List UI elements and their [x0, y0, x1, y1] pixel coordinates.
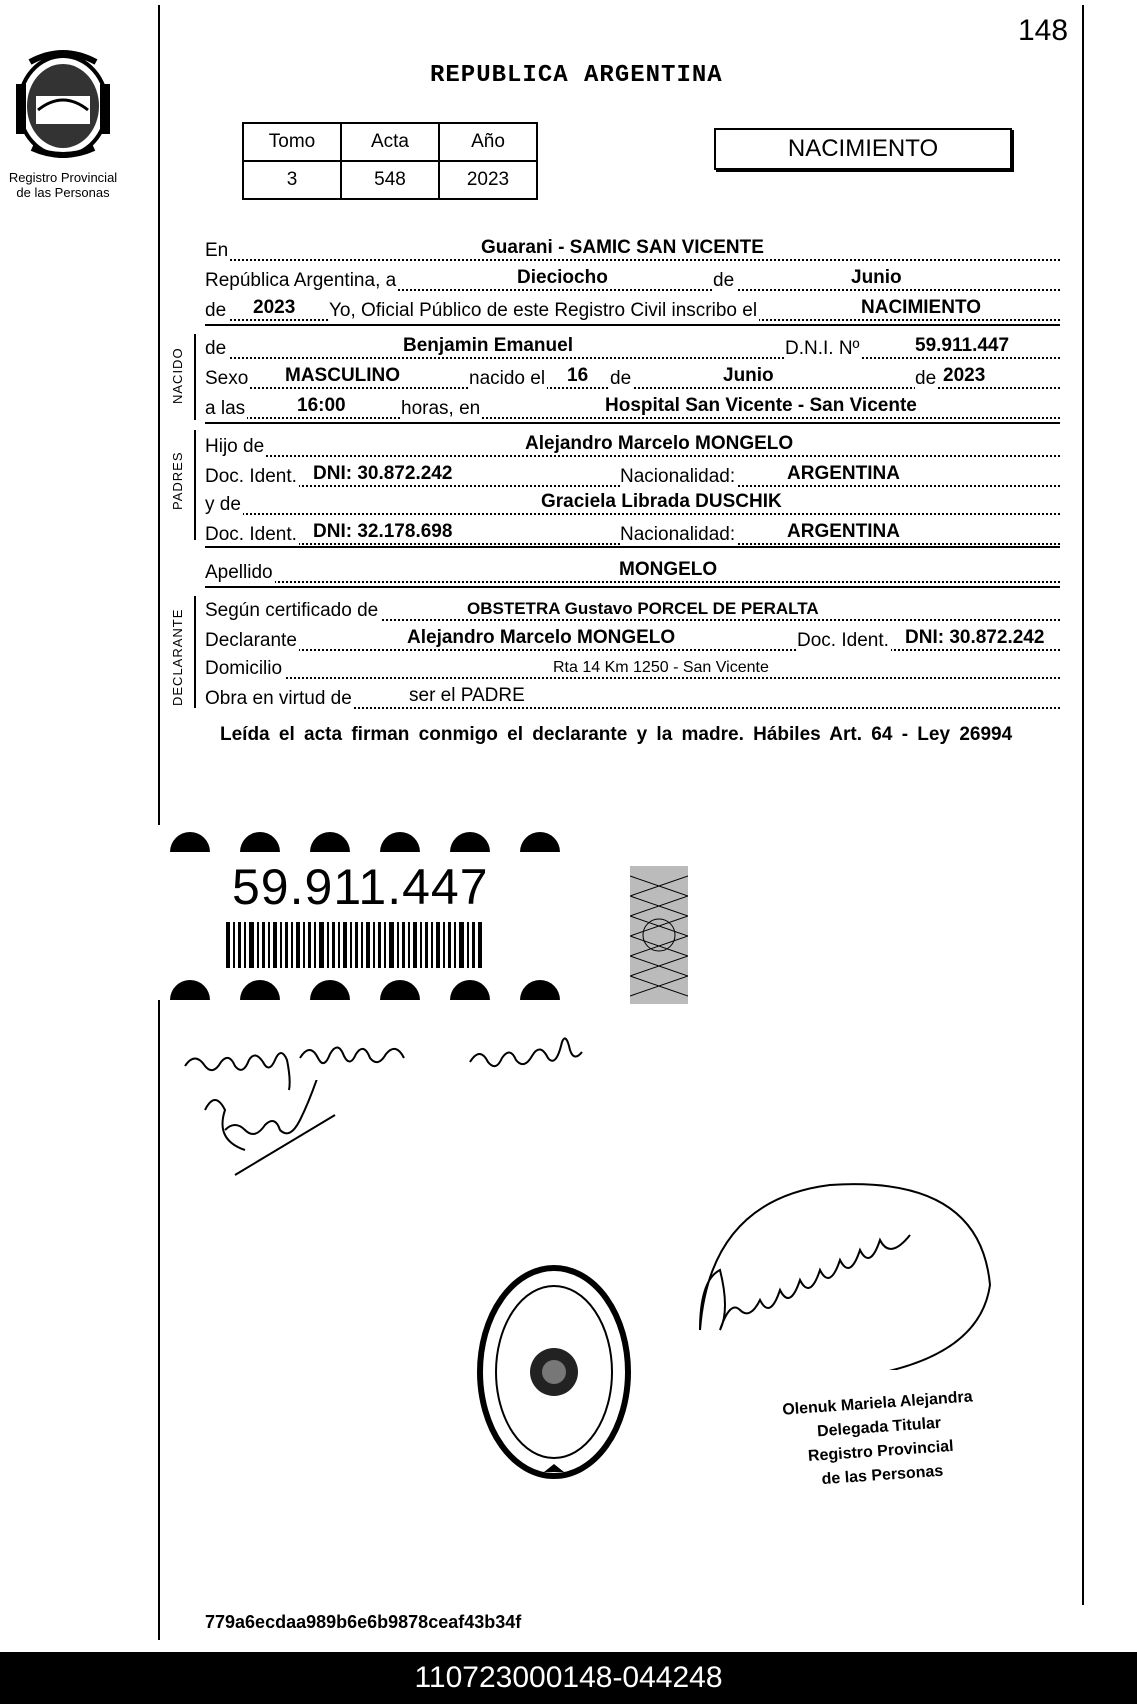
declarant-signature: [195, 1080, 355, 1180]
field-dia: Dieciocho: [517, 267, 608, 288]
header-tomo: Tomo: [243, 123, 341, 161]
field-mes-nac: Junio: [723, 365, 774, 386]
right-margin-line: [1082, 5, 1084, 1605]
line-padre: [205, 432, 1060, 458]
value-tomo: 3: [243, 161, 341, 199]
bracket-nacido: [194, 334, 196, 420]
line-hora: [205, 394, 1060, 420]
label-declarante: Declarante: [205, 630, 297, 651]
hologram-seal: [630, 866, 688, 1004]
official-org-line1: Registro Provincial: [807, 1437, 955, 1466]
label-hijo-de: Hijo de: [205, 436, 265, 457]
header-anio: Año: [439, 123, 537, 161]
label-dni: D.N.I. Nº: [785, 338, 860, 359]
left-margin-line-lower: [158, 1000, 160, 1640]
label-de-anio: de: [205, 300, 227, 321]
field-dia-nac: 16: [567, 365, 589, 386]
line-apellido: [205, 558, 1060, 584]
line-en-virtud: [205, 684, 1060, 710]
label-sexo: Sexo: [205, 368, 249, 389]
label-domicilio: Domicilio: [205, 658, 283, 679]
value-anio: 2023: [439, 161, 537, 199]
line-nombre: [205, 334, 1060, 360]
field-madre-nac: ARGENTINA: [787, 521, 900, 542]
label-doc-ident-declarante: Doc. Ident.: [797, 630, 889, 651]
label-doc-ident-padre: Doc. Ident.: [205, 466, 297, 487]
page-number: 148: [1018, 14, 1069, 47]
closing-statement: Leída el acta firman conmigo el declarante y la madre. Hábiles Art. 64 - Ley 26994: [220, 724, 1013, 745]
label-horas-en: horas, en: [401, 398, 481, 419]
divider: [205, 422, 1060, 424]
page-title: REPUBLICA ARGENTINA: [430, 62, 723, 89]
line-madre-doc: [205, 520, 1060, 546]
register-table: [242, 122, 538, 200]
label-nacionalidad-madre: Nacionalidad:: [620, 524, 736, 545]
label-obra-en-virtud: Obra en virtud de: [205, 688, 352, 709]
field-dni: 59.911.447: [915, 335, 1010, 356]
misiones-crest-logo: [8, 44, 118, 162]
label-en: En: [205, 240, 229, 261]
document-hash: 779a6ecdaa989b6e6b9878ceaf43b34f: [205, 1612, 522, 1632]
stamp-pattern-bottom: [150, 976, 590, 1000]
stamp-pattern-top: [150, 828, 590, 852]
label-apellido: Apellido: [205, 562, 273, 583]
field-sexo: MASCULINO: [285, 365, 401, 386]
document-type-box: NACIMIENTO: [714, 128, 1012, 170]
field-certificado: OBSTETRA Gustavo PORCEL DE PERALTA: [467, 599, 819, 618]
line-declarante: [205, 626, 1060, 652]
label-republica: República Argentina, a: [205, 270, 397, 291]
field-domicilio: Rta 14 Km 1250 - San Vicente: [553, 659, 769, 676]
official-org-line2: de las Personas: [821, 1462, 944, 1489]
label-segun-certificado: Según certificado de: [205, 600, 379, 621]
label-section-nacido: NACIDO: [170, 347, 185, 404]
stamp-dni-number: 59.911.447: [232, 859, 489, 915]
line-padre-doc: [205, 462, 1060, 488]
logo-caption: Registro Provincial de las Personas: [8, 170, 118, 200]
label-y-de: y de: [205, 494, 241, 515]
label-section-padres: PADRES: [170, 451, 185, 510]
bracket-declarante: [194, 596, 196, 708]
left-margin-line: [158, 5, 160, 825]
field-madre-doc: DNI: 32.178.698: [313, 521, 453, 542]
divider: [205, 586, 1060, 588]
label-de-mes-nac: de: [610, 368, 632, 389]
field-padre: Alejandro Marcelo MONGELO: [525, 433, 794, 454]
field-madre: Graciela Librada DUSCHIK: [541, 491, 782, 512]
register-header-row: [243, 123, 537, 161]
line-lugar: [205, 236, 1060, 262]
field-apellido: MONGELO: [619, 559, 718, 580]
line-certificado: [205, 596, 1060, 622]
label-de-nombre: de: [205, 338, 227, 359]
value-acta: 548: [341, 161, 439, 199]
register-value-row: [243, 161, 537, 199]
line-inscripcion: [205, 296, 1060, 322]
label-yo-oficial: Yo, Oficial Público de este Registro Civil inscribo el: [329, 300, 758, 321]
official-name: Olenuk Mariela Alejandra: [781, 1388, 974, 1419]
field-nombre: Benjamin Emanuel: [403, 335, 573, 356]
line-fecha: [205, 266, 1060, 292]
label-de-mes: de: [713, 270, 735, 291]
line-sexo: [205, 364, 1060, 390]
field-en-virtud: ser el PADRE: [409, 685, 525, 706]
field-lugar-nac: Hospital San Vicente - San Vicente: [605, 395, 917, 416]
footer-code-bar: 110723000148-044248: [0, 1652, 1137, 1704]
field-anio-nac: 2023: [943, 365, 986, 386]
official-signature: [680, 1180, 1010, 1370]
bracket-padres: [194, 430, 196, 540]
field-hora: 16:00: [297, 395, 346, 416]
barcode: [226, 922, 482, 968]
field-declarante-doc: DNI: 30.872.242: [905, 627, 1045, 648]
header-acta: Acta: [341, 123, 439, 161]
field-anio: 2023: [253, 297, 296, 318]
label-nacionalidad-padre: Nacionalidad:: [620, 466, 736, 487]
official-round-seal: [474, 1258, 634, 1486]
field-lugar: Guarani - SAMIC SAN VICENTE: [481, 237, 764, 258]
label-nacido-el: nacido el: [469, 368, 546, 389]
official-title: Delegada Titular: [816, 1414, 942, 1441]
field-mes: Junio: [851, 267, 902, 288]
official-signature-block: [757, 1384, 1003, 1497]
field-declarante: Alejandro Marcelo MONGELO: [407, 627, 676, 648]
field-padre-nac: ARGENTINA: [787, 463, 900, 484]
divider: [205, 324, 1060, 326]
field-tipo: NACIMIENTO: [861, 297, 981, 318]
divider: [205, 546, 1060, 548]
field-padre-doc: DNI: 30.872.242: [313, 463, 453, 484]
label-a-las: a las: [205, 398, 246, 419]
label-doc-ident-madre: Doc. Ident.: [205, 524, 297, 545]
label-de-anio-nac: de: [915, 368, 937, 389]
line-domicilio: [205, 654, 1060, 680]
label-section-declarante: DECLARANTE: [170, 608, 185, 706]
line-madre: [205, 490, 1060, 516]
